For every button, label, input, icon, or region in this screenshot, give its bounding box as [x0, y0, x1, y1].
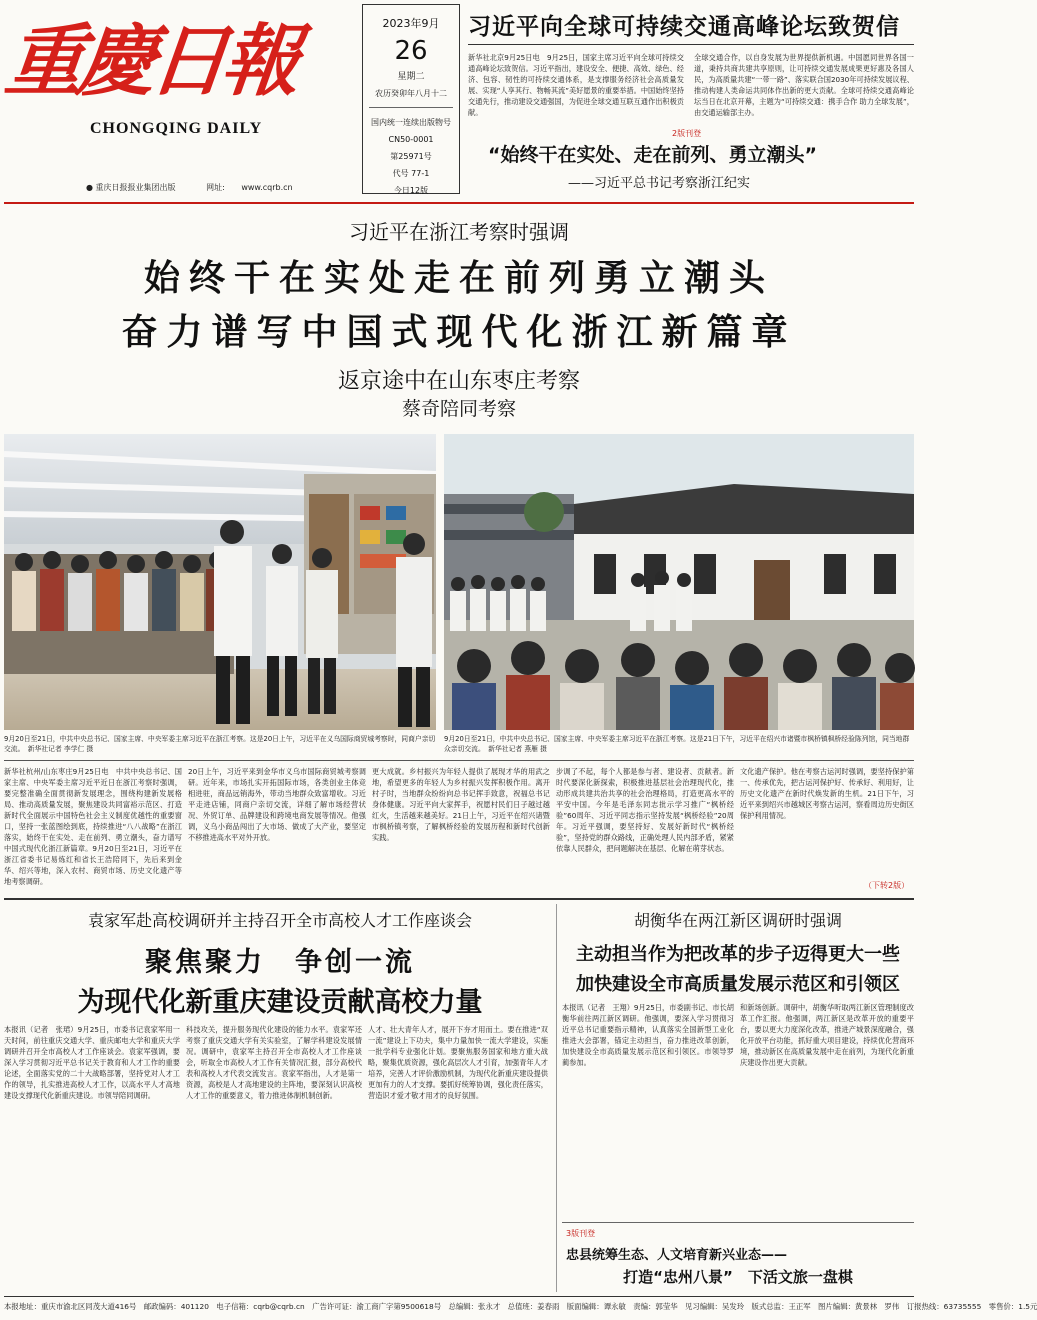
teaser-kicker: 忠县统筹生态、人文培育新兴业态—— [566, 1248, 788, 1263]
lead-bottom-rule [4, 898, 914, 900]
lead-kicker: 习近平在浙江考察时强调 [349, 220, 569, 244]
lead-body-col2: 20日上午，习近平来到金华市义乌市国际商贸城考察调研。近年来，市场扎实开拓国际市场，各类创业主体竞相进驻，商品远销海外，带动当地群众致富增收。习近平走进店铺，同商户亲切交流，详细了解市场经营状况、外贸订单、品牌建设和跨境电商发展等情况。他强调，义乌小商品闯出了大市场、做成了大产业，要坚定不移推进高水平对外开放。 [188, 767, 366, 842]
lead-body-col1: 新华社杭州/山东枣庄9月25日电 中共中央总书记、国家主席、中央军委主席习近平近日在浙江考察时强调，要完整准确全面贯彻新发展理念，围绕构建新发展格局、推动高质量发展，聚焦建设共同富裕示范区、打造新时代全面展示中国特色社会主义制度优越性的重要窗口，坚持一张蓝图绘到底，持续推进“八八战略”在浙江落实，始终干在实处、走在前列、勇立潮头，奋力谱写中国式现代化浙江新篇章。9月20日至21日，习近平在浙江省委书记易炼红和省长王浩陪同下，先后来到金华、绍兴等地，深入农村、商贸市场、历史文化遗产等地考察调研。 [4, 767, 182, 886]
lead-body-col5: 文化遗产保护。他在考察古运河时强调，要坚持保护第一、传承优先，把古运河保护好、传承好、利用好，让历史文化遗产在新时代焕发新的生机。21日下午，习近平来到绍兴市越城区考察古运河，察看周边历史街区保护利用情况。 [740, 767, 914, 820]
page-footer: 本报地址：重庆市渝北区同茂大道416号 邮政编码：401120 电子信箱：cqrb@cqrb.cn 广告许可证：渝工商广字第9500618号 总编辑：张永才 总值班：姜春雨 版面编辑：谭永敏 责编：郭莹华 见习编辑：吴发玲 版式总监：王正军 图片编辑：黄景林 罗伟 订报热线：63735555 零售价：1.5元 [4, 1296, 914, 1312]
story-left-body-col3: 人才、壮大青年人才，展开下夯才用而土。要在推进“双一流”建设上下功夫，集中力量加快一流大学建设，实施一批学科专业强化计划。要聚焦服务国家和地方重大战略，聚集优质资源，强化高层次人才引育，加强青年人才培养，完善人才评价激励机制，为现代化新重庆建设提供更加有力的人才支撑。要抓好统筹协调，强化责任落实，营造识才爱才敬才用才的良好氛围。 [368, 1025, 548, 1100]
feature-quote-subtitle: ——习近平总书记考察浙江纪实 [568, 176, 751, 191]
story-right-headline-2[interactable]: 加快建设全市高质量发展示范区和引领区 [576, 974, 900, 995]
village-scene-image [444, 434, 914, 730]
date-cn-label: 国内统一连续出版物号 [371, 118, 451, 127]
masthead-name-english: CHONGQING DAILY [90, 120, 263, 137]
story-right-headline-1[interactable]: 主动担当作为把改革的步子迈得更大一些 [576, 944, 900, 965]
story-left-body-col2: 科技攻关，提升服务现代化建设的能力水平。袁家军还考察了重庆交通大学有关实验室，了解学科建设发展情况。调研中，袁家军主持召开全市高校人才工作座谈会，听取全市高校人才工作有关情况汇报，部分高校代表和高校人才代表交流发言。袁家军指出，人才是第一资源，高校是人才高地建设的主阵地，要深刻认识高校人才工作的重要意义，着力推进体制机制创新。 [186, 1025, 362, 1100]
lead-headline-line2[interactable]: 奋力谱写中国式现代化浙江新篇章 [121, 312, 797, 353]
lead-photo-right-caption: 9月20日至21日，中共中央总书记、国家主席、中央军委主席习近平在浙江考察。这是21日下午，习近平在绍兴市诸暨市枫桥镇枫桥经验陈列馆，同当地群众亲切交流。 新华社记者 燕雁 摄 [444, 735, 910, 753]
teaser-title[interactable]: 打造“忠州八景” 下活文旅一盘棋 [623, 1268, 853, 1286]
story-right-body-col1: 本报讯（记者 王翔）9月25日，市委副书记、市长胡衡华前往两江新区调研。他强调，要深入学习贯彻习近平总书记重要指示精神，认真落实全国新型工业化推进大会部署，锚定主动担当，奋力推进改革创新，加快建设全市高质量发展示范区和引领区。市领导罗蔺参加。 [562, 1003, 734, 1067]
story-left-headline-2[interactable]: 为现代化新重庆建设贡献高校力量 [77, 987, 483, 1018]
date-postal-code: 代号 77-1 [392, 169, 430, 178]
lead-body-col4: 步调了不起，每个人都是参与者、建设者、贡献者。新时代要深化新探索，积极推进基层社会治理现代化，推动形成共建共治共享的社会治理格局，打造更高水平的平安中国。今年是毛泽东同志批示学习推广“枫桥经验”60周年、习近平同志指示坚持发展“枫桥经验”20周年。习近平强调，要坚持好、发展好新时代“枫桥经验”，坚持党的群众路线，正确处理人民内部矛盾，紧紧依靠人民群众，把问题解决在基层、化解在萌芽状态。 [556, 767, 734, 853]
lower-column-divider [556, 904, 557, 1292]
date-lunar: 农历癸卯年八月十二 [375, 89, 447, 98]
story-left-kicker: 袁家军赴高校调研并主持召开全市高校人才工作座谈会 [87, 911, 472, 930]
lead-photo-right[interactable] [444, 434, 914, 730]
date-day: 26 [394, 36, 428, 66]
feature-quote-title[interactable]: “始终干在实处、走在前列、勇立潮头” [488, 144, 817, 166]
lead-caption-rule [4, 760, 914, 761]
lead-body-col3: 更大成就。乡村振兴为年轻人提供了展现才华的用武之地，希望更多的年轻人为乡村振兴发挥积极作用。离开村子时，当地群众纷纷向总书记挥手致意，祝福总书记身体健康。习近平向大家挥手，祝愿村民们日子越过越红火，生活越来越美好。21日上午，习近平在绍兴诸暨市枫桥镇考察，了解枫桥经验的发展历程和新时代创新实践。 [372, 767, 550, 842]
teaser-page-ref[interactable]: 3版刊登 [566, 1229, 596, 1238]
lead-deck-1: 返京途中在山东枣庄考察 [337, 369, 580, 394]
top-story-body-left: 新华社北京9月25日电 9月25日，国家主席习近平向全球可持续交通高峰论坛致贺信。习近平指出，建设安全、便捷、高效、绿色、经济、包容、韧性的可持续交通体系，是支撑服务经济社会高质量发展、实现“人享其行、物畅其流”美好愿景的重要举措。中国始终坚持交通先行，推动建设交通强国，为促进全球交通互联互通作出积极贡献。 [468, 53, 684, 117]
top-story-body-right: 全球交通合作，以自身发展为世界提供新机遇。中国愿同世界各国一道，秉持共商共建共享原则，让可持续交通发展成果更好惠及各国人民，为高质量共建“一带一路”、落实联合国2030年可持续发展议程、推动构建人类命运共同体作出新的更大贡献。全球可持续交通高峰论坛当日在北京开幕，主题为“可持续交通：携手合作 助力全球发展”，由交通运输部主办。 [694, 53, 914, 117]
publisher-line: ● 重庆日报报业集团出版 [86, 183, 176, 192]
date-cn-number: CN50-0001 [388, 135, 434, 144]
story-left-headline-1[interactable]: 聚焦聚力 争创一流 [145, 947, 415, 978]
date-weekday: 星期二 [397, 72, 425, 82]
date-issue: 第25971号 [390, 152, 432, 161]
website-line: 网址: www.cqrb.cn [206, 183, 293, 192]
date-year-month: 2023年9月 [382, 17, 440, 30]
masthead-logo [1, 10, 348, 144]
masthead-footer [86, 182, 321, 193]
story-right-body-col2: 和新场创新。调研中，胡衡华听取两江新区管理制度改革工作汇报。他强调，两江新区是改革开放的重要平台，要以更大力度深化改革，推进产城景深度融合，强化开放平台功能，抓好重大项目建设，持续优化营商环境，推动新区在高质量发展中走在前列，为现代化新重庆建设作出更大贡献。 [740, 1003, 914, 1067]
top-story-page-ref[interactable]: 2版刊登 [672, 129, 702, 138]
masthead-name: 重慶日報 [1, 16, 299, 107]
date-box [362, 4, 460, 194]
top-story-rule [468, 44, 914, 45]
teaser-rule [562, 1222, 914, 1223]
story-right-kicker: 胡衡华在两江新区调研时强调 [633, 911, 842, 930]
website-link[interactable]: www.cqrb.cn [241, 183, 293, 192]
lead-photo-left-caption: 9月20日至21日，中共中央总书记、国家主席、中央军委主席习近平在浙江考察。这是20日上午，习近平在义乌国际商贸城考察时，同商户亲切交流。 新华社记者 李学仁 摄 [4, 735, 436, 753]
date-divider [369, 107, 453, 108]
market-scene-image [4, 434, 436, 730]
date-page-count: 今日12版 [393, 186, 429, 195]
lead-headline-line1[interactable]: 始终干在实处走在前列勇立潮头 [143, 258, 774, 299]
top-story-title[interactable]: 习近平向全球可持续交通高峰论坛致贺信 [468, 14, 900, 40]
story-left-body-col1: 本报讯（记者 张珺）9月25日，市委书记袁家军用一天时间，前往重庆交通大学、重庆邮电大学和重庆大学调研并召开全市高校人才工作座谈会。袁家军强调，要深入学习贯彻习近平总书记关于教育和人才工作的重要论述，全面落实党的二十大战略部署，坚持党对人才工作的领导，扎实推进高校人才工作，以高水平人才高地建设支撑现代化新重庆建设。市领导陪同调研。 [4, 1025, 180, 1100]
lead-photo-left[interactable] [4, 434, 436, 730]
lead-deck-2: 蔡奇陪同考察 [401, 398, 516, 420]
lead-continued-link[interactable]: （下转2版） [864, 881, 910, 890]
masthead-rule [4, 202, 914, 204]
